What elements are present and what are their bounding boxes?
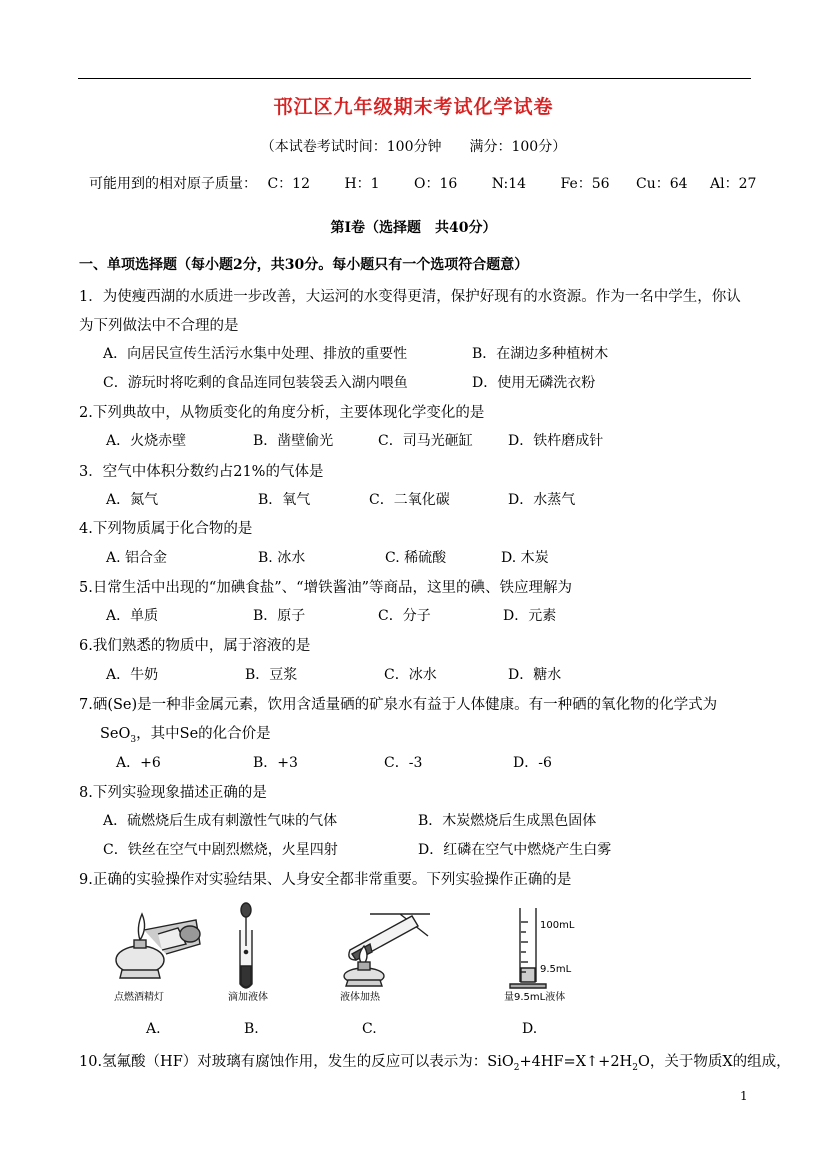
- mass-h: H：1: [344, 176, 380, 192]
- q7-stem-line1: 7.硒(Se)是一种非金属元素，饮用含适量硒的矿泉水有益于人体健康。有一种硒的氧化物的化学式为: [79, 697, 718, 713]
- mass-c: C：12: [267, 176, 310, 192]
- q10-sub-2: 2: [632, 1062, 638, 1073]
- q1-stem-line1: 1．为使瘦西湖的水质进一步改善，大运河的水变得更清，保护好现有的水资源。作为一名中学生，你认: [79, 289, 741, 305]
- q8-option-c: C．铁丝在空气中剧烈燃烧，火星四射: [103, 842, 338, 858]
- q9-figure: [100, 900, 600, 1010]
- q5-stem: 5.日常生活中出现的“加碘食盐”、“增铁酱油”等商品，这里的碘、铁应理解为: [79, 580, 572, 596]
- q10-stem: [79, 1050, 791, 1073]
- q8-stem: 8.下列实验现象描述正确的是: [79, 785, 267, 801]
- caption-b: 滴加液体: [228, 992, 268, 1003]
- q7-option-a: A．+6: [116, 755, 161, 771]
- q10-stem-mid: +4HF=X↑+2H: [519, 1054, 633, 1070]
- q4-option-b: B. 冰水: [258, 550, 306, 566]
- q5-option-c: C．分子: [378, 608, 431, 624]
- q2-option-d: D．铁杵磨成针: [508, 433, 604, 449]
- q7-option-d: D．-6: [513, 755, 552, 771]
- q5-option-d: D．元素: [503, 608, 557, 624]
- q7-option-c: C．-3: [384, 755, 423, 771]
- q5-option-b: B．原子: [253, 608, 306, 624]
- atomic-mass-line: [89, 173, 756, 193]
- q2-option-b: B．凿壁偷光: [253, 433, 334, 449]
- cylinder-label-100: 100mL: [540, 920, 575, 931]
- q1-option-b: B．在湖边多种植树木: [472, 346, 609, 362]
- q4-option-a: A. 铝合金: [106, 550, 168, 566]
- q9-option-b: B.: [244, 1021, 259, 1037]
- caption-d: 量9.5mL液体: [504, 992, 566, 1003]
- q7-formula-sub: 3: [130, 734, 137, 745]
- q3-option-d: D．水蒸气: [508, 492, 576, 508]
- q10-stem-end: O，关于物质X的组成，: [637, 1054, 791, 1070]
- q7-option-b: B．+3: [253, 755, 298, 771]
- q8-option-a: A．硫燃烧后生成有刺激性气味的气体: [103, 813, 338, 829]
- q8-option-d: D．红磷在空气中燃烧产生白雾: [418, 842, 612, 858]
- q9-option-c: C.: [362, 1021, 377, 1037]
- mass-fe: Fe：56: [560, 176, 610, 192]
- q7-formula: SeO: [100, 726, 131, 742]
- section-title: 第Ⅰ卷（选择题 共40分）: [330, 220, 497, 236]
- q4-stem: 4.下列物质属于化合物的是: [79, 521, 253, 537]
- q7-stem-rest: ，其中Se的化合价是: [136, 726, 271, 742]
- q1-option-a: A．向居民宣传生活污水集中处理、排放的重要性: [103, 346, 408, 362]
- cylinder-label-9-5: 9.5mL: [540, 964, 572, 975]
- part-title: 一、单项选择题（每小题2分，共30分。每小题只有一个选项符合题意）: [79, 257, 529, 273]
- q6-stem: 6.我们熟悉的物质中，属于溶液的是: [79, 638, 311, 654]
- q6-option-a: A．牛奶: [106, 667, 159, 683]
- q8-option-b: B．木炭燃烧后生成黑色固体: [418, 813, 597, 829]
- heating-c-illustration: [344, 914, 430, 986]
- mass-n: N:14: [491, 176, 527, 192]
- q2-option-a: A．火烧赤壁: [106, 433, 187, 449]
- q1-stem-line2: 为下列做法中不合理的是: [79, 318, 239, 334]
- q3-option-b: B．氧气: [258, 492, 311, 508]
- mass-o: O：16: [414, 176, 458, 192]
- q4-option-c: C. 稀硫酸: [385, 550, 447, 566]
- test-tube-b-illustration: [240, 903, 252, 988]
- q9-option-a: A.: [146, 1021, 161, 1037]
- q10-sub-1: 2: [513, 1062, 520, 1073]
- mass-cu: Cu：64: [636, 176, 688, 192]
- q3-option-a: A．氮气: [106, 492, 159, 508]
- atomic-mass-label: 可能用到的相对原子质量：: [89, 176, 257, 192]
- q2-stem: 2.下列典故中，从物质变化的角度分析，主要体现化学变化的是: [79, 405, 485, 421]
- q7-stem-line2: [100, 722, 271, 745]
- q6-option-b: B．豆浆: [245, 667, 298, 683]
- q6-option-c: C．冰水: [384, 667, 437, 683]
- alcohol-lamp-a-illustration: [116, 914, 200, 978]
- q5-option-a: A．单质: [106, 608, 159, 624]
- exam-title: 邗江区九年级期末考试化学试卷: [273, 96, 554, 118]
- q9-option-d: D.: [522, 1021, 538, 1037]
- q3-stem: 3．空气中体积分数约占21%的气体是: [79, 464, 324, 480]
- q6-option-d: D．糖水: [508, 667, 562, 683]
- mass-al: Al：27: [710, 176, 757, 192]
- q3-option-c: C．二氧化碳: [369, 492, 450, 508]
- q1-option-c: C．游玩时将吃剩的食品连同包装袋丢入湖内喂鱼: [103, 375, 408, 391]
- caption-a: 点燃酒精灯: [114, 992, 164, 1003]
- page-number: 1: [740, 1089, 748, 1103]
- q2-option-c: C．司马光砸缸: [378, 433, 473, 449]
- q1-option-d: D．使用无磷洗衣粉: [472, 375, 596, 391]
- exam-subtitle: （本试卷考试时间：100分钟 满分：100分）: [260, 139, 567, 155]
- q9-stem: 9.正确的实验操作对实验结果、人身安全都非常重要。下列实验操作正确的是: [79, 872, 572, 888]
- header-rule: [78, 78, 751, 79]
- caption-c: 液体加热: [340, 992, 380, 1003]
- q4-option-d: D. 木炭: [501, 550, 549, 566]
- q10-stem-start: 10.氢氟酸（HF）对玻璃有腐蚀作用，发生的反应可以表示为：SiO: [79, 1054, 514, 1070]
